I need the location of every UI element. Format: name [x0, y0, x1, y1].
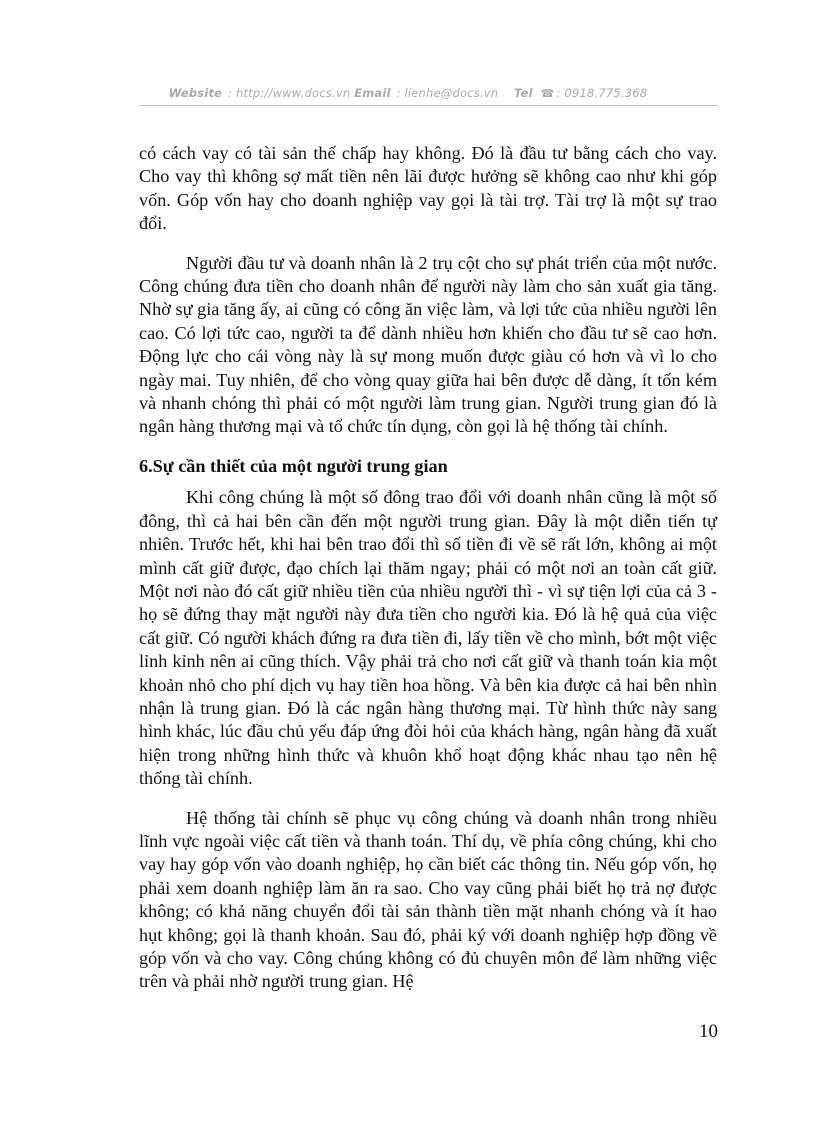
email-separator: : [396, 86, 401, 100]
page-number: 10 [699, 1021, 718, 1042]
header-divider [140, 105, 718, 106]
website-separator: : [228, 86, 233, 100]
email-address[interactable]: lienhe@docs.vn [404, 86, 499, 100]
paragraph-continued: có cách vay có tài sản thế chấp hay không. Đó là đầu tư bằng cách cho vay. Cho vay thì không sợ mất tiền nên lãi được hưởng sẽ không cao như khi góp vốn. Góp vốn hay cho doanh nghiệp vay gọi là tài trợ. Tài trợ là một sự trao đổi. [139, 143, 717, 234]
document-body [139, 142, 717, 994]
website-label: Website [168, 86, 223, 100]
tel-number: : 0918.775.368 [556, 86, 648, 100]
email-label: Email [354, 86, 391, 100]
page-header [0, 86, 816, 100]
website-url[interactable]: http://www.docs.vn [235, 86, 351, 100]
tel-label: Tel [514, 86, 533, 100]
paragraph: Người đầu tư và doanh nhân là 2 trụ cột cho sự phát triển của một nước. Công chúng đưa tiền cho doanh nhân để người này làm cho sản xuất gia tăng. Nhờ sự gia tăng ấy, ai cũng có công ăn việc làm, và lợi tức của nhiều người lên cao. Có lợi tức cao, người ta để dành nhiều hơn khiến cho đầu tư sẽ cao hơn. Động lực cho cái vòng này là sự mong muốn được giàu có hơn và vì lo cho ngày mai. Tuy nhiên, để cho vòng quay giữa hai bên được dễ dàng, ít tốn kém và nhanh chóng thì phải có một người làm trung gian. Người trung gian đó là ngân hàng thương mại và tổ chức tín dụng, còn gọi là hệ thống tài chính. [139, 252, 717, 437]
paragraph: Khi công chúng là một số đông trao đổi với doanh nhân cũng là một số đông, thì cả hai bên cần đến một người trung gian. Đây là một diễn tiến tự nhiên. Trước hết, khi hai bên trao đổi thì số tiền đi về sẽ rất lớn, không ai một mình cất giữ được, đạo chích lại thăm ngay; phải có một nơi an toàn cất giữ. Một nơi nào đó cất giữ nhiều tiền của nhiều người thì - vì sự tiện lợi của cả 3 - họ sẽ đứng thay mặt người này đưa tiền cho người kia. Đó là hệ quả của việc cất giữ. Có người khách đứng ra đưa tiền đi, lấy tiền về cho mình, bớt một việc lỉnh kỉnh nên ai cũng thích. Vậy phải trả cho nơi cất giữ và thanh toán kia một khoản nhỏ cho phí dịch vụ hay tiền hoa hồng. Và bên kia được cả hai bên nhìn nhận là trung gian. Đó là các ngân hàng thương mại. Từ hình thức này sang hình khác, lúc đầu chủ yếu đáp ứng đòi hỏi của khách hàng, ngân hàng đã xuất hiện trong những hình thức và khuôn khổ hoạt động khác nhau tạo nên hệ thống tài chính. [139, 487, 717, 789]
paragraph: Hệ thống tài chính sẽ phục vụ công chúng và doanh nhân trong nhiều lĩnh vực ngoài việc cất tiền và thanh toán. Thí dụ, về phía công chúng, khi cho vay hay góp vốn vào doanh nghiệp, họ cần biết các thông tin. Nếu góp vốn, họ phải xem doanh nghiệp làm ăn ra sao. Cho vay cũng phải biết họ trả nợ được không; có khả năng chuyển đổi tài sản thành tiền mặt nhanh chóng và ít hao hụt không; gọi là thanh khoản. Sau đó, phải ký với doanh nghiệp hợp đồng về góp vốn và cho vay. Công chúng không có đủ chuyên môn để làm những việc trên và phải nhờ người trung gian. Hệ [139, 807, 717, 992]
phone-icon: ☎ [540, 87, 555, 100]
section-heading: 6.Sự cần thiết của một người trung gian [139, 455, 448, 476]
